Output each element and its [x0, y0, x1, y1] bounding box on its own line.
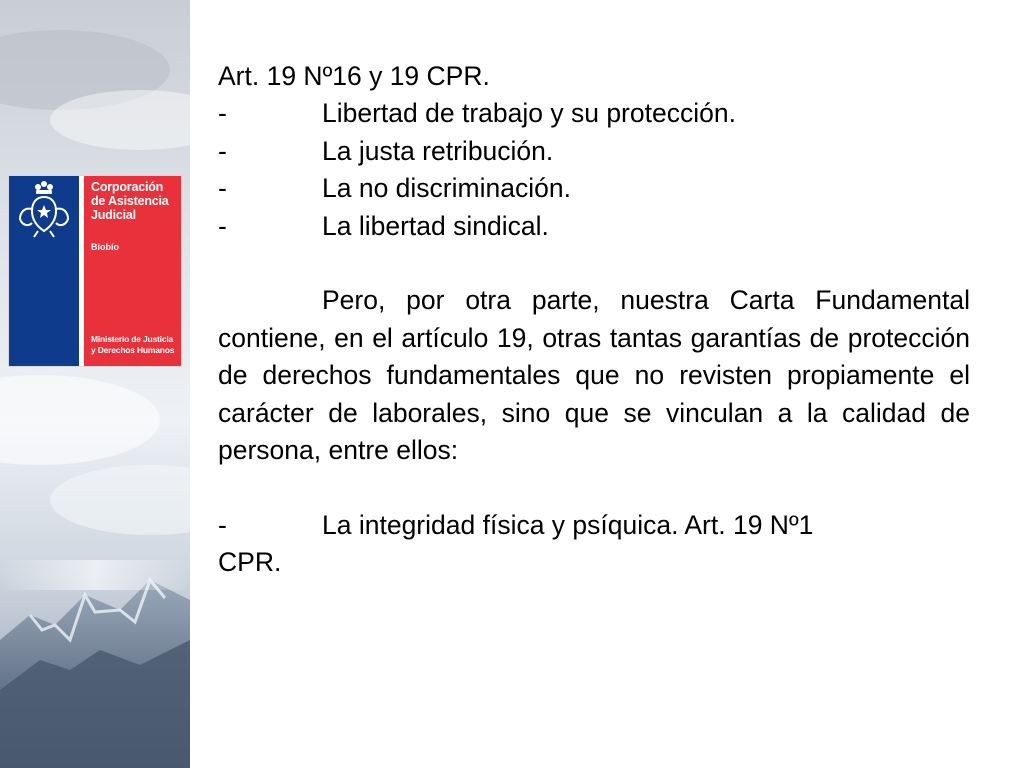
bullet-item	[218, 208, 970, 245]
spacer	[218, 245, 970, 282]
bullet-item	[218, 170, 970, 207]
final-bullet-text: La integridad física y psíquica. Art. 19 Nº1	[322, 509, 814, 540]
bullet-text: La libertad sindical.	[322, 210, 549, 241]
bullet-text: Libertad de trabajo y su protección.	[322, 98, 736, 129]
bullet-marker: -	[218, 98, 227, 129]
logo-ministry: Ministerio de Justicia y Derechos Humanos	[91, 334, 175, 355]
bullet-item	[218, 95, 970, 132]
logo-title: Corporación de Asistencia Judicial	[91, 180, 169, 222]
logo-blue-panel	[9, 176, 79, 366]
bullet-marker: -	[218, 173, 227, 204]
final-bullet-line	[218, 507, 970, 544]
bullet-marker: -	[218, 509, 227, 540]
bullet-item	[218, 133, 970, 170]
logo-region: Biobío	[91, 242, 119, 252]
spacer	[218, 469, 970, 506]
final-bullet-continuation: CPR.	[218, 547, 282, 578]
bullet-text: La no discriminación.	[322, 173, 571, 204]
final-bullet-item	[218, 507, 970, 582]
bullet-marker: -	[218, 135, 227, 166]
bullet-text: La justa retribución.	[322, 135, 554, 166]
bullet-marker: -	[218, 210, 227, 241]
mountain-photo-image	[0, 0, 190, 768]
corporacion-logo	[8, 175, 182, 367]
mountain-photo-strip	[0, 0, 190, 768]
slide-heading: Art. 19 Nº16 y 19 CPR.	[218, 61, 490, 91]
body-paragraph: Pero, por otra parte, nuestra Carta Fundamental contiene, en el artículo 19, otras tantas garantías de protección de derechos fundamentales que no revisten propiamente el carácter de laborales, sino que se vinculan a la calidad de persona, entre ellos:	[218, 285, 970, 466]
slide-content	[218, 58, 970, 582]
coat-of-arms-icon	[14, 179, 74, 241]
